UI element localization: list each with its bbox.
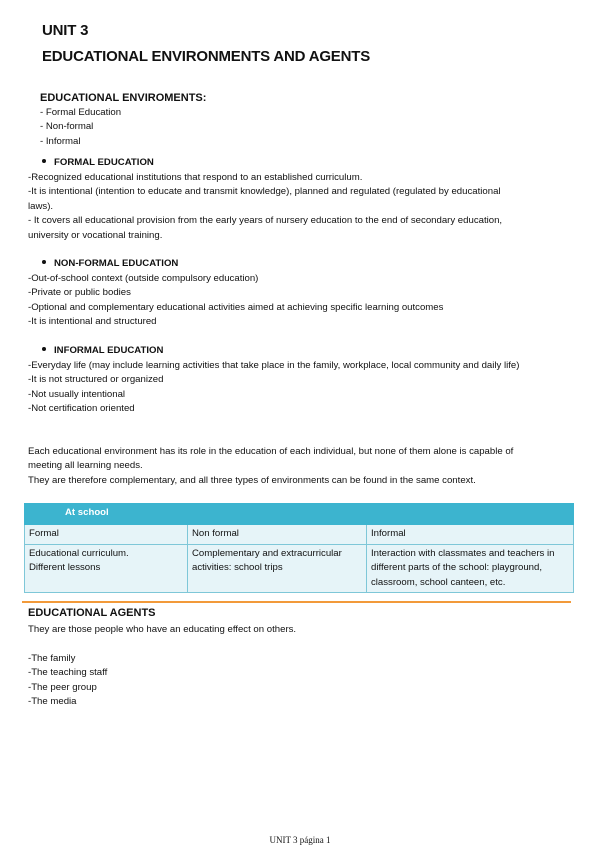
cell-line: different parts of the school: playground, (371, 562, 543, 574)
paragraph-line: university or vocational training. (28, 229, 163, 241)
paragraph-line: -It is not structured or organized (28, 374, 164, 386)
unit-title: UNIT 3 (42, 22, 89, 39)
informal-text (28, 359, 519, 417)
column-nonformal: Non formal (188, 525, 367, 545)
table-cell (25, 545, 188, 593)
formal-heading (42, 157, 154, 168)
paragraph-line: -Not certification oriented (28, 403, 135, 415)
section-divider (22, 601, 571, 603)
paragraph-line: - It covers all educational provision from the early years of nursery education to the end of secondary education, (28, 215, 503, 227)
table-column-row (25, 525, 574, 545)
paragraph-line: meeting all learning needs. (28, 460, 143, 472)
nonformal-heading-label: NON-FORMAL EDUCATION (54, 258, 179, 269)
column-informal: Informal (367, 525, 574, 545)
nonformal-text (28, 272, 443, 330)
paragraph-line: -Not usually intentional (28, 388, 126, 400)
list-item: -The teaching staff (28, 667, 108, 679)
list-item: - Formal Education (40, 107, 122, 118)
cell-line: Interaction with classmates and teachers in (371, 548, 555, 559)
paragraph-line: Each educational environment has its role in the education of each individual, but none of them alone is capable of (28, 446, 514, 457)
bullet-icon (42, 159, 46, 163)
school-environments-table (24, 503, 574, 593)
list-item: - Non-formal (40, 121, 94, 133)
page-footer: UNIT 3 página 1 (269, 835, 331, 845)
list-item: -The peer group (28, 681, 97, 693)
informal-heading (42, 345, 163, 356)
paragraph-line: laws). (28, 200, 54, 212)
table-row (25, 545, 574, 593)
summary-text (28, 445, 513, 488)
cell-line: Educational curriculum. (29, 548, 129, 559)
paragraph-line: -Recognized educational institutions that respond to an established curriculum. (28, 172, 363, 183)
paragraph-line: -It is intentional and structured (28, 316, 157, 328)
agents-intro: They are those people who have an educating effect on others. (28, 624, 297, 635)
table-header-cell-empty (367, 504, 574, 525)
paragraph-line: -Private or public bodies (28, 287, 131, 299)
environments-heading: EDUCATIONAL ENVIROMENTS: (40, 92, 207, 104)
paragraph-line: They are therefore complementary, and all three types of environments can be found in the same context. (28, 474, 476, 486)
paragraph-line: -Optional and complementary educational activities aimed at achieving specific learning outcomes (28, 301, 444, 313)
table-header-cell: At school (25, 504, 188, 525)
list-item: - Informal (40, 135, 81, 147)
cell-line: classroom, school canteen, etc. (371, 576, 506, 588)
list-item: -The family (28, 653, 76, 664)
formal-text (28, 171, 502, 243)
list-item: -The media (28, 696, 77, 708)
table-cell (367, 545, 574, 593)
bullet-icon (42, 347, 46, 351)
formal-heading-label: FORMAL EDUCATION (54, 157, 154, 168)
cell-line: Complementary and extracurricular (192, 548, 342, 559)
page-title: EDUCATIONAL ENVIRONMENTS AND AGENTS (42, 48, 371, 65)
paragraph-line: -Everyday life (may include learning activities that take place in the family, workplace, local community and daily life) (28, 360, 520, 371)
column-formal: Formal (25, 525, 188, 545)
agents-heading: EDUCATIONAL AGENTS (28, 607, 156, 619)
cell-line: activities: school trips (192, 562, 283, 574)
informal-heading-label: INFORMAL EDUCATION (54, 345, 164, 356)
table-header-cell-empty (188, 504, 367, 525)
table-header-row (25, 504, 574, 525)
cell-line: Different lessons (29, 562, 101, 574)
agents-list (28, 652, 107, 710)
environments-list (40, 106, 121, 149)
table-cell (188, 545, 367, 593)
paragraph-line: -Out-of-school context (outside compulsory education) (28, 273, 259, 284)
nonformal-heading (42, 258, 178, 269)
bullet-icon (42, 260, 46, 264)
paragraph-line: -It is intentional (intention to educate and transmit knowledge), planned and regulated (regulated by educational (28, 186, 501, 198)
